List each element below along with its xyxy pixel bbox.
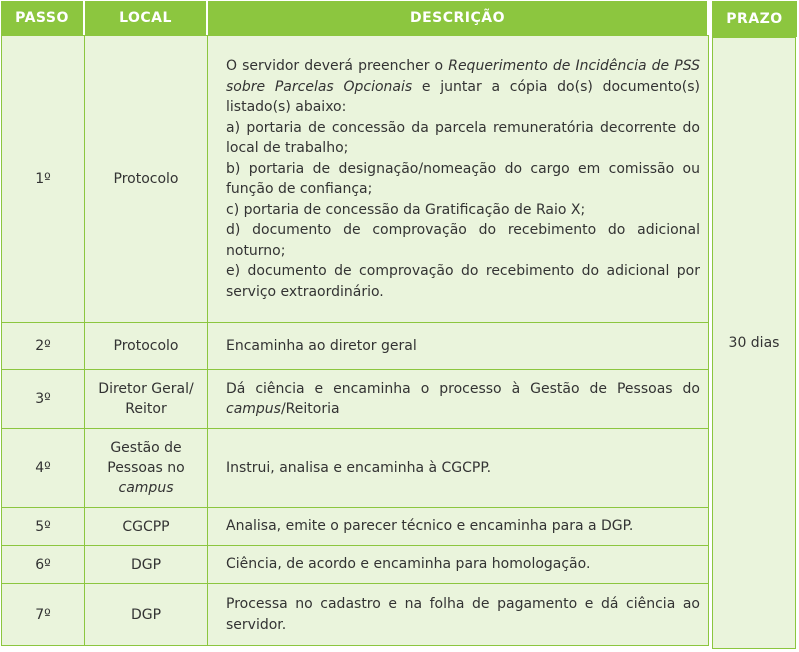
header-local: LOCAL <box>85 1 208 35</box>
step-local: DGP <box>85 545 208 583</box>
table-row <box>1 583 709 646</box>
step-number: 6º <box>1 545 85 583</box>
prazo-value: 30 dias <box>712 37 796 649</box>
desc-item-c: c) portaria de concessão da Gratificação de Raio X; <box>226 201 586 218</box>
step-number: 2º <box>1 322 85 369</box>
step-description: Analisa, emite o parecer técnico e encaminha para a DGP. <box>208 507 709 545</box>
step-local: Gestão de Pessoas no campus <box>85 428 208 507</box>
table-header-row <box>1 1 709 35</box>
step-local: DGP <box>85 583 208 646</box>
step-description: Processa no cadastro e na folha de pagamento e dá ciência ao servidor. <box>208 583 709 646</box>
step-local: Protocolo <box>85 35 208 322</box>
step-number: 5º <box>1 507 85 545</box>
step-local: Protocolo <box>85 322 208 369</box>
step-local: Diretor Geral/ Reitor <box>85 369 208 428</box>
step-description <box>208 35 709 322</box>
desc-intro: O servidor deverá preencher o Requerimento de Incidência de PSS sobre Parcelas Opcionais e juntar a cópia do(s) documento(s) listado(s) abaixo: <box>226 58 700 115</box>
table-row <box>1 507 709 545</box>
table-row <box>1 428 709 507</box>
step-number: 3º <box>1 369 85 428</box>
header-prazo: PRAZO <box>712 1 797 37</box>
step-number: 4º <box>1 428 85 507</box>
table-row <box>1 322 709 369</box>
step-description: Dá ciência e encaminha o processo à Gestão de Pessoas do campus/Reitoria <box>208 369 709 428</box>
table-row <box>1 545 709 583</box>
procedure-table <box>1 1 709 646</box>
step-number: 7º <box>1 583 85 646</box>
step-local: CGCPP <box>85 507 208 545</box>
step-description: Encaminha ao diretor geral <box>208 322 709 369</box>
table-row <box>1 35 709 322</box>
table-row <box>1 369 709 428</box>
desc-item-a: a) portaria de concessão da parcela remuneratória decorrente do local de trabalho; <box>226 119 700 156</box>
header-passo: PASSO <box>1 1 85 35</box>
step-description: Ciência, de acordo e encaminha para homologação. <box>208 545 709 583</box>
step-description: Instrui, analisa e encaminha à CGCPP. <box>208 428 709 507</box>
header-descricao: DESCRIÇÃO <box>208 1 709 35</box>
desc-item-d: d) documento de comprovação do recebimento do adicional noturno; <box>226 222 700 259</box>
step-number: 1º <box>1 35 85 322</box>
desc-item-b: b) portaria de designação/nomeação do cargo em comissão ou função de confiança; <box>226 160 700 197</box>
desc-item-e: e) documento de comprovação do recebimento do adicional por serviço extraordinário. <box>226 263 700 300</box>
